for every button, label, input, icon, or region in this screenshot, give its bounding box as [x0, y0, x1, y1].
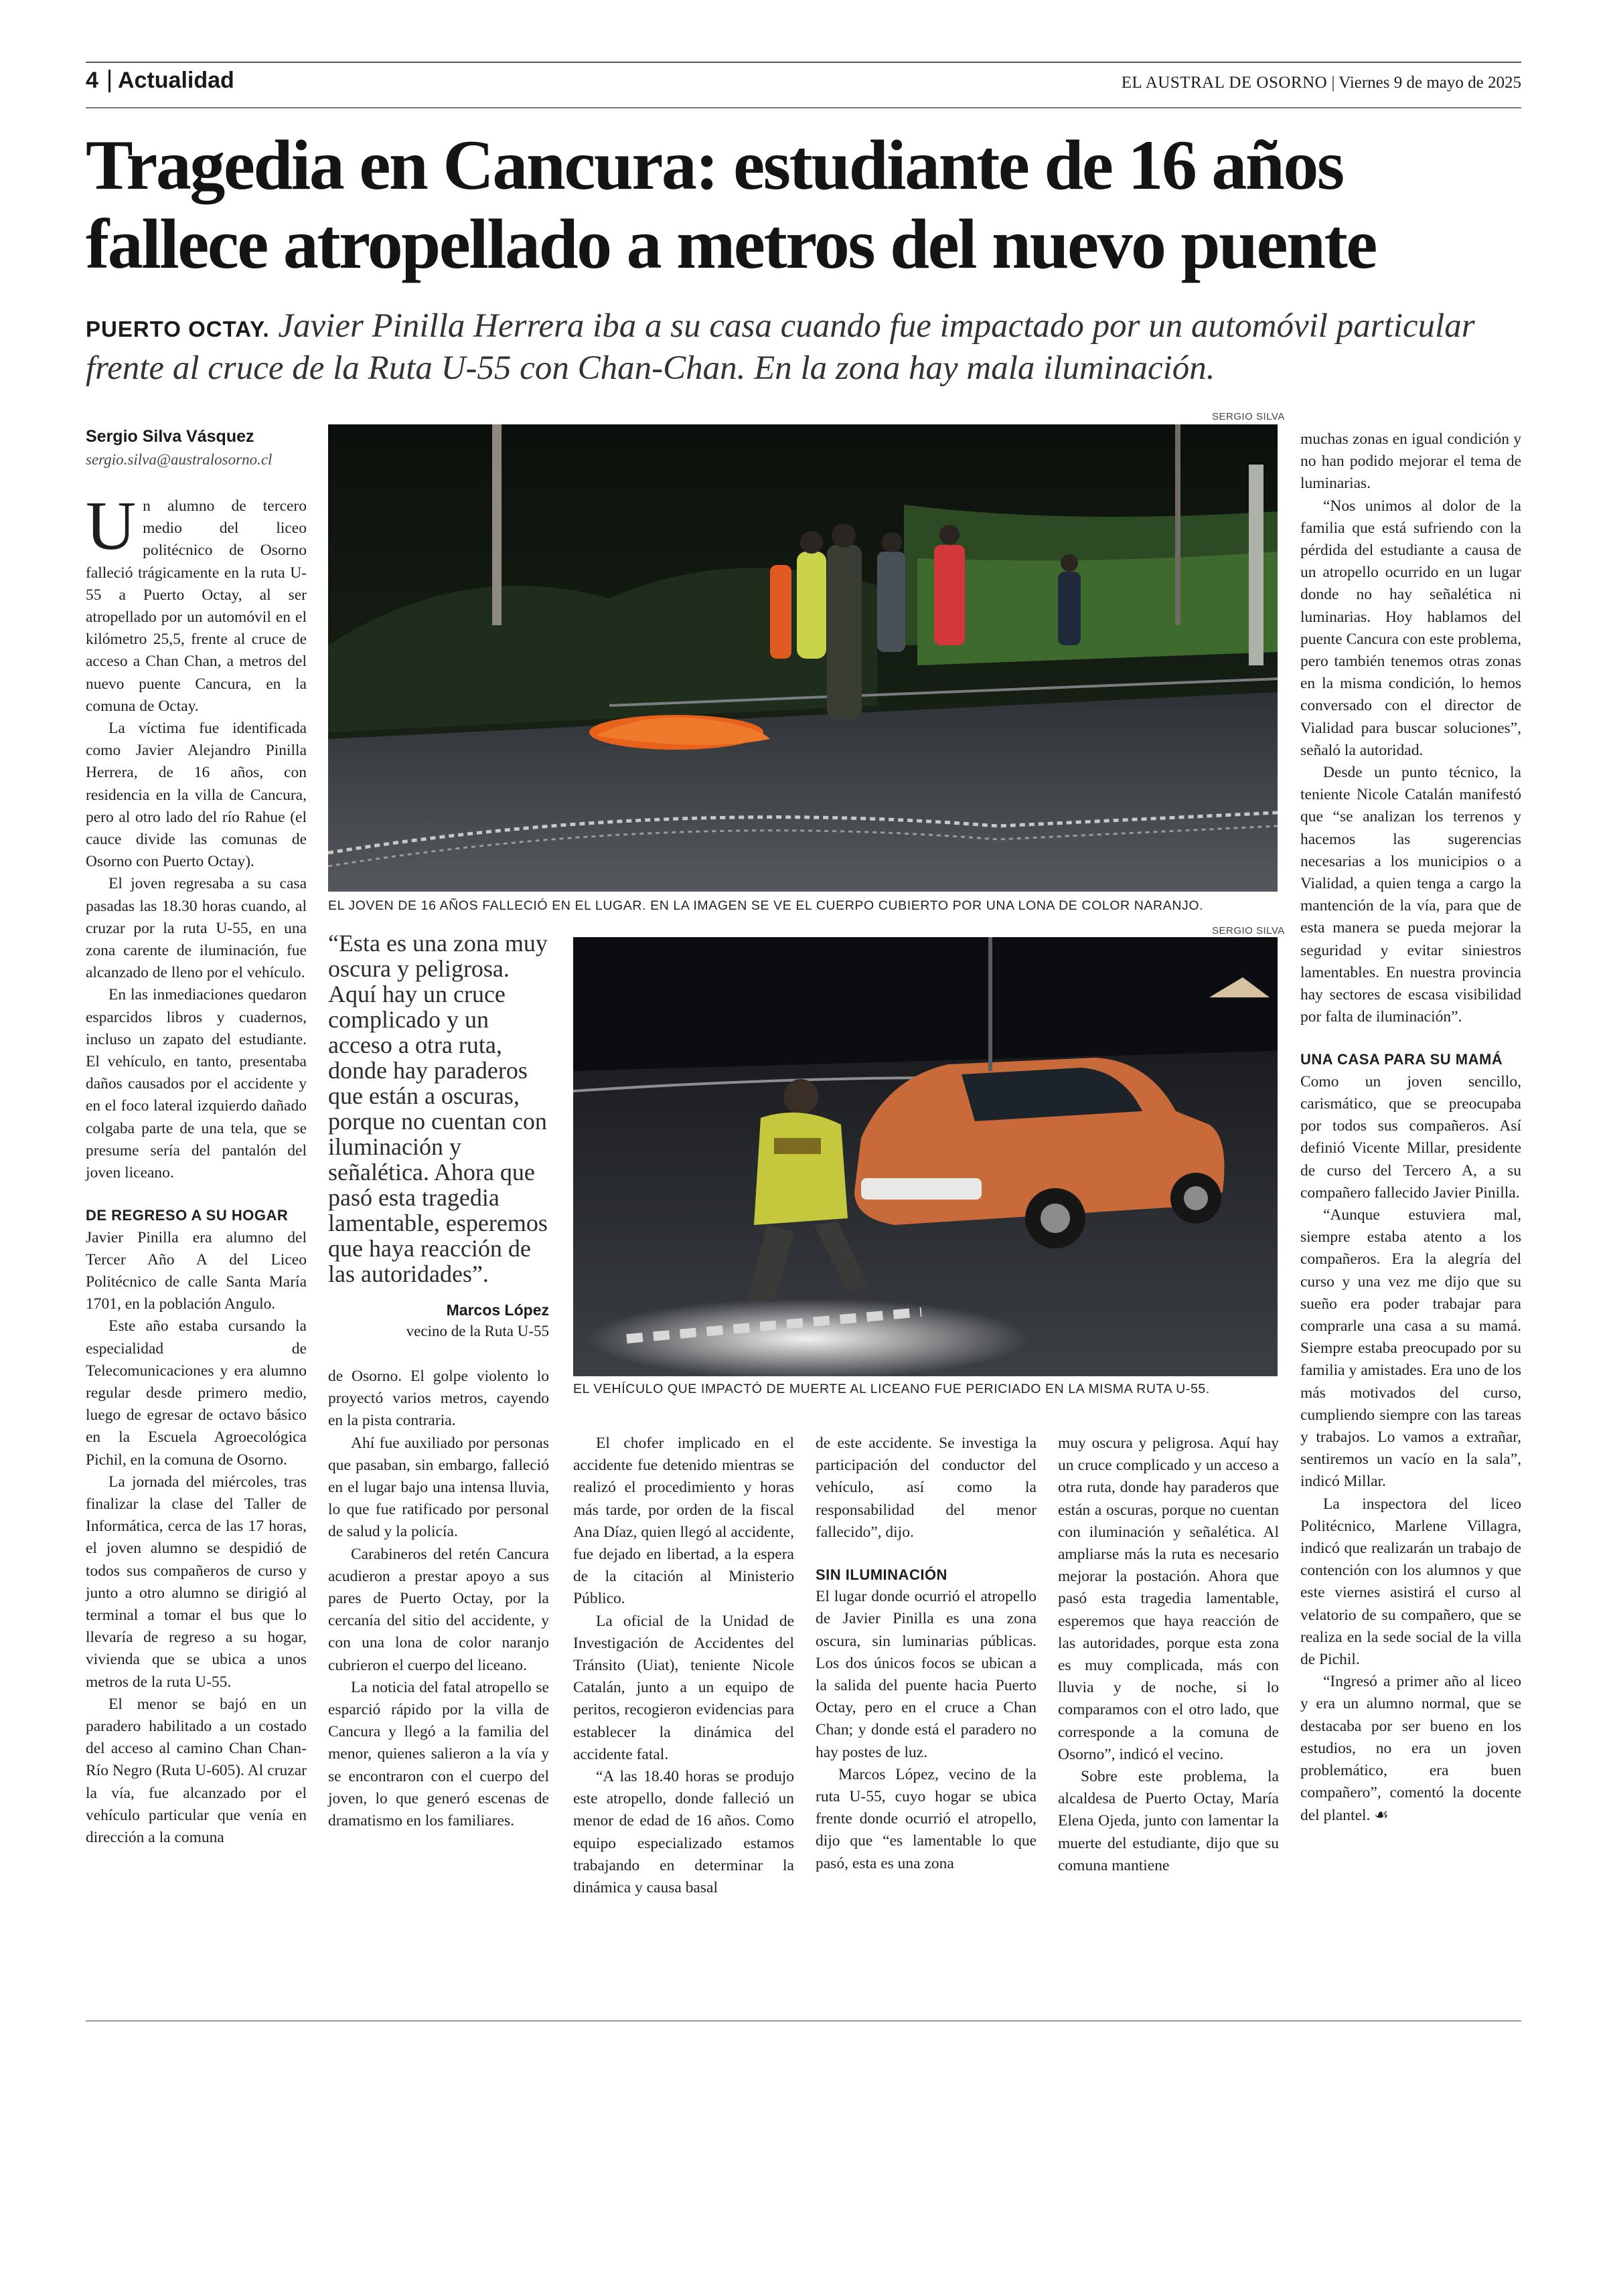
- header-pipe: |: [1331, 74, 1339, 92]
- paragraph: La jornada del miércoles, tras finalizar la clase del Taller de Informática, cerca de las 17 horas, el joven alumno se despidió de todos sus compañeros de curso y junto a otro alumno se dirigió al terminal a tomar el bus que lo llevaría de regreso a su hogar, vivienda que se ubica a unos metros de la ruta U-55.: [86, 1473, 307, 1691]
- paragraph: El chofer implicado en el accidente fue detenido mientras se realizó el procedimiento y horas más tarde, por orden de la fiscal Ana Díaz, quien llegó al accidente, fue dejado en libertad, a la espera de la citación al Ministerio Público.: [573, 1434, 794, 1608]
- article-column-1: [86, 487, 307, 1849]
- article-column-3: [573, 1432, 794, 1899]
- pull-quote-name: Marcos López: [446, 1301, 549, 1319]
- article-column-2: [328, 1366, 549, 1832]
- header-top-rule: [86, 62, 1521, 63]
- paragraph: “Aunque estuviera mal, siempre estaba atento a los compañeros. Era la alegría del curso y una vez me dijo que su sueño era poder trabajar para comprarle una casa a su mamá. Siempre estaba preocupado por su familia y amistades. Era uno de los más motivados del curso, cumpliendo siempre con las tareas y trabajos. Lo vamos a extrañar, sentiremos un vacío en la sala”, indicó Millar.: [1300, 1206, 1521, 1491]
- accident-scene-illustration: [328, 424, 1278, 892]
- newspaper-info: [1122, 72, 1521, 94]
- paragraph: muy oscura y peligrosa. Aquí hay un cruce complicado y un acceso a otra ruta, donde hay paraderos que están a oscuras, porque no cuentan con iluminación y señalética. Al ampliarse más la ruta es necesario mejorar la postación. Ahora que pasó esta tragedia lamentable, esperemos que haya reacción de las autoridades, porque esta zona es muy complicada, más con lluvia y de noche, si lo comparamos con el otro lado, que corresponde a la comuna de Osorno”, indicó el vecino.: [1058, 1434, 1279, 1763]
- photo-credit: SERGIO SILVA: [1212, 925, 1285, 936]
- accident-scene-photo: [328, 424, 1278, 892]
- byline-author: Sergio Silva Vásquez: [86, 427, 254, 446]
- vehicle-photo: [573, 937, 1278, 1376]
- end-mark: ☙: [1374, 1805, 1389, 1825]
- paragraph: El lugar donde ocurrió el atropello de Javier Pinilla es una zona oscura, sin luminarias públicas. Los dos únicos focos se ubican a la salida del puente hacia Puerto Octay, pero en el cruce a Chan Chan; y donde está el paradero no hay postes de luz.: [816, 1588, 1037, 1761]
- deck-text: Javier Pinilla Herrera iba a su casa cuando fue impactado por un automóvil particular frente al cruce de la Ruta U-55 con Chan-Chan. En la zona hay mala iluminación.: [86, 307, 1475, 387]
- newspaper-name: EL AUSTRAL DE OSORNO: [1121, 74, 1328, 92]
- photo-credit: SERGIO SILVA: [1212, 411, 1285, 422]
- paragraph: La noticia del fatal atropello se esparció rápido por la villa de Cancura y llegó a la familia del menor, quienes salieron a la vía y se encontraron con el cuerpo del joven, lo que generó escenas de dramatismo en los familiares.: [328, 1678, 549, 1830]
- article-column-6: [1300, 428, 1521, 1827]
- paragraph: Desde un punto técnico, la teniente Nicole Catalán manifestó que “se analizan los terrenos y hacemos las sugerencias necesarias a los municipios o a Vialidad, a quien tenga a cargo la mantención de la vía, para que de esta manera se pueda mejorar la seguridad y evitar siniestros lamentables. En nuestra provincia hay sectores de escasa visibilidad por falta de iluminación”.: [1300, 764, 1521, 1026]
- paragraph: El joven regresaba a su casa pasadas las 18.30 horas cuando, al cruzar por la ruta U-55, en una zona carente de iluminación, fue alcanzado de lleno por el vehículo.: [86, 875, 307, 982]
- page-number: 4: [86, 68, 98, 93]
- paragraph: Sobre este problema, la alcaldesa de Puerto Octay, María Elena Ojeda, junto con lamentar la muerte del estudiante, dijo que su comuna mantiene: [1058, 1768, 1279, 1874]
- issue-date: Viernes 9 de mayo de 2025: [1338, 74, 1521, 92]
- paragraph: La oficial de la Unidad de Investigación de Accidentes del Tránsito (Uiat), teniente Nicole Catalán, junto a un equipo de peritos, recogieron evidencias para establecer la dinámica del accidente fatal.: [573, 1612, 794, 1763]
- deck: [86, 307, 1525, 388]
- paragraph: de este accidente. Se investiga la participación del conductor del vehículo, así como la responsabilidad del menor fallecido”, dijo.: [816, 1434, 1037, 1541]
- header-separator: [108, 70, 110, 92]
- header-bottom-rule: [86, 107, 1521, 108]
- paragraph: Carabineros del retén Cancura acudieron a prestar apoyo a sus pares de Puerto Octay, por la cercanía del sitio del accidente, y con una lona de color naranjo cubrieron el cuerpo del liceano.: [328, 1545, 549, 1674]
- paragraph: Javier Pinilla era alumno del Tercer Año A del Liceo Politécnico de calle Santa María 1701, en la población Angulo.: [86, 1228, 307, 1313]
- paragraph-text: “Ingresó a primer año al liceo y era un alumno normal, que se destacaba por ser bueno en los estudios, no era un joven problemático, era buen compañero”, comentó la docente del plantel.: [1300, 1673, 1521, 1825]
- photo-caption: EL VEHÍCULO QUE IMPACTÓ DE MUERTE AL LICEANO FUE PERICIADO EN LA MISMA RUTA U-55.: [573, 1382, 1210, 1396]
- paragraph: Este año estaba cursando la especialidad de Telecomunicaciones y era alumno regular desde primero medio, luego de egresar de octavo básico en la Escuela Agroecológica Pichil, en la comuna de Osorno.: [86, 1317, 307, 1469]
- paragraph: de Osorno. El golpe violento lo proyectó varios metros, cayendo en la pista contraria.: [328, 1368, 549, 1430]
- paragraph: La inspectora del liceo Politécnico, Marlene Villagra, indicó que realizarán un trabajo de contención con los alumnos y que este viernes asistirá el curso al velatorio de su compañero, que se realiza en la sede social de la villa de Pichil.: [1300, 1495, 1521, 1668]
- paragraph: En las inmediaciones quedaron esparcidos libros y cuadernos, incluso un zapato del estudiante. El vehículo, en tanto, presentaba daños causados por el accidente y en el foco lateral izquierdo dañado colgaba parte de una tela, que se presume sería del pantalón del joven liceano.: [86, 986, 307, 1182]
- pull-quote: “Esta es una zona muy oscura y peligrosa. Aquí hay un cruce complicado y un acceso a otra ruta, donde hay paraderos que están a oscuras, porque no cuentan con iluminación y señalética. Ahora que pasó esta tragedia lamentable, esperemos que haya reacción de las autoridades”.: [328, 930, 548, 1287]
- subheading: UNA CASA PARA SU MAMÁ: [1300, 1051, 1503, 1068]
- paragraph: Como un joven sencillo, carismático, que se preocupaba por todos sus compañeros. Así definió Vicente Millar, presidente de curso del Tercero A, a su compañero fallecido Javier Pinilla.: [1300, 1072, 1521, 1202]
- paragraph: La víctima fue identificada como Javier Alejandro Pinilla Herrera, de 16 años, con residencia en la villa de Cancura, pero al otro lado del río Rahue (el cauce divide las comunas de Osorno con Puerto Octay).: [86, 720, 307, 871]
- paragraph: “A las 18.40 horas se produjo este atropello, donde falleció un menor de edad de 16 años. Como equipo especializado estamos trabajando en determinar la dinámica y causa basal: [573, 1768, 794, 1897]
- section-name: Actualidad: [118, 68, 234, 93]
- article-column-5: [1058, 1432, 1279, 1877]
- paragraph: [1300, 1671, 1521, 1827]
- deck-kicker: PUERTO OCTAY.: [86, 317, 270, 341]
- paragraph: Ahí fue auxiliado por personas que pasaban, sin embargo, falleció en el lugar bajo una intensa lluvia, lo que fue ratificado por personal de salud y la policía.: [328, 1434, 549, 1541]
- paragraph: Marcos López, vecino de la ruta U-55, cuyo hogar se ubica frente donde ocurrió el atropello, dijo que “es lamentable lo que pasó, esta es una zona: [816, 1765, 1037, 1872]
- paragraph: [86, 487, 307, 718]
- footer-rule: [86, 2020, 1521, 2022]
- paragraph-text: n alumno de tercero medio del liceo politécnico de Osorno falleció trágicamente en la ruta U-55 a Puerto Octay, al ser atropellado por un automóvil en el kilómetro 25,5, frente al cruce de acceso a Chan Chan, a metros del nuevo puente Cancura, en la comuna de Octay.: [86, 497, 307, 715]
- paragraph: muchas zonas en igual condición y no han podido mejorar el tema de luminarias.: [1300, 430, 1521, 493]
- photo-caption: EL JOVEN DE 16 AÑOS FALLECIÓ EN EL LUGAR. EN LA IMAGEN SE VE EL CUERPO CUBIERTO POR UNA LONA DE COLOR NARANJO.: [328, 898, 1204, 913]
- headline: Tragedia en Cancura: estudiante de 16 años fallece atropellado a metros del nuevo puente: [86, 126, 1376, 283]
- paragraph: “Nos unimos al dolor de la familia que está sufriendo con la pérdida del estudiante a causa de un atropello ocurrido en un lugar donde no hay señalética ni luminarias. Hoy hablamos del puente Cancura con este problema, pero también tenemos otras zonas en la misma condición, lo hemos conversado con el director de Vialidad para buscar soluciones”, señaló la autoridad.: [1300, 497, 1521, 759]
- drop-cap: U: [86, 487, 137, 564]
- paragraph: El menor se bajó en un paradero habilitado a un costado del acceso al camino Chan Chan-Río Negro (Ruta U-605). Al cruzar la vía, fue alcanzado por el vehículo particular que venía en dirección a la comuna: [86, 1695, 307, 1846]
- pull-quote-role: vecino de la Ruta U-55: [406, 1323, 549, 1339]
- subheading: DE REGRESO A SU HOGAR: [86, 1207, 289, 1224]
- article-column-4: [816, 1432, 1037, 1875]
- byline-email: sergio.silva@australosorno.cl: [86, 451, 273, 468]
- subheading: SIN ILUMINACIÓN: [816, 1566, 947, 1584]
- vehicle-illustration: [573, 937, 1278, 1376]
